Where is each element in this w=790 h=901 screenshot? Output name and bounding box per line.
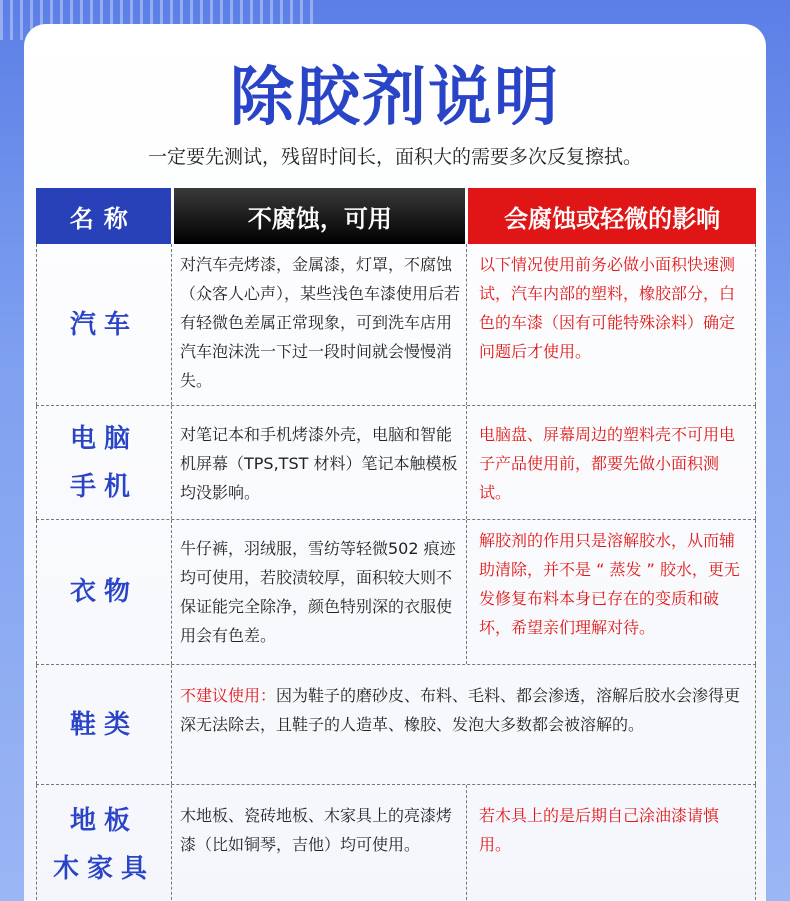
table-row-car [36, 244, 756, 406]
row-risk-car: 以下情况使用前务必做小面积快速测试，汽车内部的塑料，橡胶部分，白色的车漆（因有可能特殊涂料）确定问题后才使用。 [467, 244, 756, 405]
table-header [36, 188, 756, 244]
row-name-line: 地板 [69, 806, 138, 836]
row-name-floor [36, 785, 172, 901]
row-safe-floor: 木地板、瓷砖地板、木家具上的亮漆烤漆（比如铜琴，吉他）均可使用。 [172, 785, 467, 901]
row-name-line: 手机 [69, 471, 138, 502]
row-name-line: 木家具 [52, 854, 155, 884]
table-row-floor [36, 785, 756, 901]
row-name-line: 鞋类 [69, 709, 138, 740]
header-name: 名称 [36, 188, 171, 244]
instruction-table [36, 188, 756, 901]
header-risk: 会腐蚀或轻微的影响 [468, 188, 756, 244]
page-subtitle: 一定要先测试，残留时间长，面积大的需要多次反复擦拭。 [147, 146, 642, 168]
row-name-line: 汽车 [69, 309, 138, 340]
row-safe-clothing: 牛仔裤，羽绒服，雪纺等轻微502 痕迹均可使用，若胶渍较厚，面积较大则不保证能完全除净，颜色特别深的衣服使用会有色差。 [172, 520, 467, 664]
row-name-car [36, 244, 172, 405]
row-risk-floor: 若木具上的是后期自己涂油漆请慎用。 [467, 785, 756, 901]
page-title: 除胶剂说明 [230, 61, 560, 135]
table-row-clothing [36, 520, 756, 665]
row-risk-computer: 电脑盘、屏幕周边的塑料壳不可用电子产品使用前，都要先做小面积测试。 [467, 406, 756, 519]
row-name-line: 电脑 [69, 423, 138, 454]
row-safe-car: 对汽车壳烤漆，金属漆，灯罩，不腐蚀（众客人心声），某些浅色车漆使用后若有轻微色差属正常现象，可到洗车店用汽车泡沫洗一下过一段时间就会慢慢消失。 [172, 244, 467, 405]
row-name-clothing [36, 520, 172, 664]
table-row-computer [36, 406, 756, 520]
row-text-shoes [172, 665, 756, 784]
row-name-shoes [36, 665, 172, 784]
warning-label: 不建议使用： [180, 686, 277, 705]
row-safe-computer: 对笔记本和手机烤漆外壳，电脑和智能机屏幕（TPS,TST 材料）笔记本触模板均没影响。 [172, 406, 467, 519]
header-safe: 不腐蚀，可用 [174, 188, 465, 244]
table-row-shoes [36, 665, 756, 785]
row-name-computer [36, 406, 172, 519]
row-name-line: 衣物 [69, 577, 138, 607]
row-risk-clothing: 解胶剂的作用只是溶解胶水，从而辅助清除，并不是 “ 蒸发 ” 胶水，更无发修复布料本身已存在的变质和破坏，希望亲们理解对待。 [467, 520, 756, 664]
warning-text: 因为鞋子的磨砂皮、布料、毛料、都会渗透，溶解后胶水会渗得更深无法除去，且鞋子的人造革、橡胶、发泡大多数都会被溶解的。 [180, 686, 741, 734]
